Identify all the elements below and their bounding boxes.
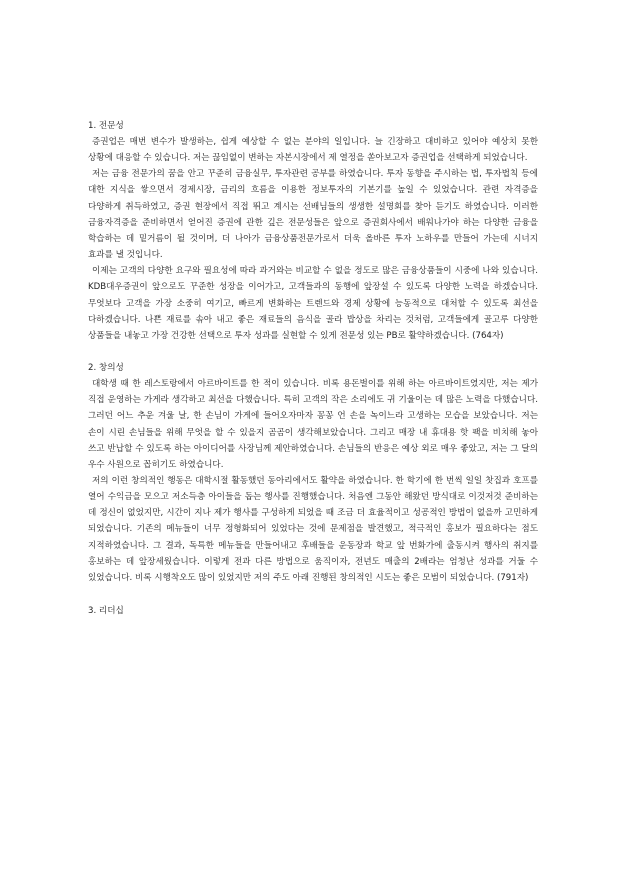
creativity-paragraph-1: 대학생 때 한 레스토랑에서 아르바이트를 한 적이 있습니다. 비록 용돈벌이를 위해 하는 아르바이트였지만, 저는 제가 직접 운영하는 가게라 생각하고 최선을 다했습니다. 특히 고객의 작은 소리에도 귀 기울이는 데 많은 노력을 다했습니다. 그러던 어느 추운 겨울 날, 한 손님이 가게에 들어오자마자 꽁꽁 언 손을 녹이느라 고생하는 모습을 보았습니다. 저는 손이 시린 손님들을 위해 무엇을 할 수 있을지 곰곰이 생각해보았습니다. 그리고 매장 내 휴대용 핫 팩을 비치해 놓아 쓰고 반납할 수 있도록 하는 아이디어를 사장님께 제안하였습니다. 손님들의 반응은 예상 외로 매우 좋았고, 저는 그 달의 우수 사원으로 꼽히기도 하였습니다. (88, 379, 538, 470)
section-expertise (88, 118, 538, 344)
section-spacer (88, 586, 538, 603)
section-title-creativity: 2. 창의성 (88, 363, 124, 374)
expertise-paragraph-3: 이제는 고객의 다양한 요구와 필요성에 따라 과거와는 비교할 수 없을 정도로 많은 금융상품들이 시중에 나와 있습니다. KDB대우증권이 앞으로도 꾸준한 성장을 이어가고, 고객들과의 동행에 앞장설 수 있도록 다양한 노력을 하겠습니다. 무엇보다 고객을 가장 소중히 여기고, 빠르게 변화하는 트렌드와 경제 상황에 능동적으로 대처할 수 있도록 최선을 다하겠습니다. 나쁜 재료를 솎아 내고 좋은 재료들의 음식을 골라 밥상을 차리는 것처럼, 고객들에게 골고루 다양한 상품들을 내놓고 가장 건강한 선택으로 투자 성과를 실현할 수 있게 전문성 있는 PB로 활약하겠습니다. (764자) (88, 266, 538, 341)
document-page (88, 118, 538, 619)
expertise-paragraph-2: 저는 금융 전문가의 꿈을 안고 꾸준히 금융실무, 투자관련 공부를 하였습니다. 투자 동향을 주시하는 법, 투자법칙 등에 대한 지식을 쌓으면서 경제시장, 금리의 흐름을 이용한 정보투자의 기본기를 높일 수 있었습니다. 관련 자격증을 다양하게 취득하였고, 증권 현장에서 직접 뛰고 계시는 선배님들의 생생한 설명회를 찾아 듣기도 하였습니다. 이러한 금융자격증을 준비하면서 얻어진 증권에 관한 깊은 전문성들은 앞으로 증권회사에서 배워나가야 하는 다양한 금융을 학습하는 데 밑거름이 될 것이며, 더 나아가 금융상품전문가로서 더욱 올바른 투자 노하우를 만들어 가는데 시너지 효과를 낼 것입니다. (88, 169, 538, 261)
section-title-expertise: 1. 전문성 (88, 121, 124, 131)
section-title-leadership: 3. 리더십 (88, 606, 124, 617)
creativity-paragraph-2: 저의 이런 창의적인 행동은 대학시절 활동했던 동아리에서도 활약을 하였습니다. 한 학기에 한 번씩 일일 찻집과 호프를 열어 수익금을 모으고 저소득층 아이들을 돕는 행사를 진행했습니다. 처음엔 그동안 해왔던 방식대로 이것저것 준비하는 데 정신이 없었지만, 시간이 지나 제가 행사를 구성하게 되었을 때 조금 더 효율적이고 성공적인 방법이 없을까 고민하게 되었습니다. 기존의 메뉴들이 너무 정형화되어 있었다는 것에 문제점을 발견했고, 적극적인 홍보가 필요하다는 점도 지적하였습니다. 그 결과, 독특한 메뉴들을 만들어내고 후배들을 운동장과 학교 앞 번화가에 출동시켜 행사의 취지를 홍보하는 데 앞장세웠습니다. 이렇게 전과 다른 방법으로 움직이자, 전년도 매출의 2배라는 엄청난 성과를 거둘 수 있었습니다. 비록 시행착오도 많이 있었지만 저의 주도 아래 진행된 창의적인 시도는 좋은 모범이 되었습니다. (791자) (88, 475, 538, 583)
expertise-paragraph-1: 증권업은 매번 변수가 발생하는, 쉽게 예상할 수 없는 분야의 일입니다. 늘 긴장하고 대비하고 있어야 예상치 못한 상황에 대응할 수 있습니다. 저는 끊임없이 변하는 자본시장에서 제 열정을 쏟아보고자 증권업을 선택하게 되었습니다. (88, 137, 538, 164)
section-spacer (88, 344, 538, 360)
section-creativity (88, 360, 538, 586)
section-leadership (88, 603, 538, 619)
